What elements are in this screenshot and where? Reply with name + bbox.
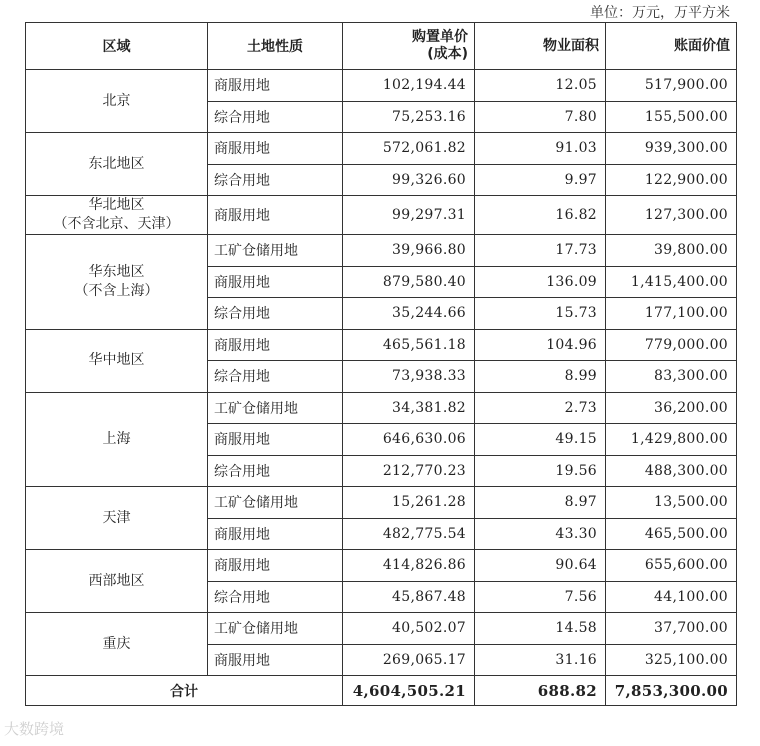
unit-price-cell: 482,775.54 xyxy=(343,518,475,550)
region-name-line: 重庆 xyxy=(102,635,131,652)
book-value-cell: 39,800.00 xyxy=(606,235,737,267)
land-type-cell: 综合用地 xyxy=(208,455,343,487)
land-type-cell: 商服用地 xyxy=(208,424,343,456)
area-cell: 19.56 xyxy=(475,455,606,487)
land-type-cell: 商服用地 xyxy=(208,196,343,235)
area-cell: 7.56 xyxy=(475,581,606,613)
unit-note: 单位：万元，万平方米 xyxy=(590,5,730,21)
land-type-cell: 综合用地 xyxy=(208,581,343,613)
region-name-line: 北京 xyxy=(102,92,131,109)
area-cell: 8.99 xyxy=(475,361,606,393)
unit-price-cell: 73,938.33 xyxy=(343,361,475,393)
header-book-value: 账面价值 xyxy=(606,23,737,70)
table-row xyxy=(26,235,737,267)
book-value-cell: 37,700.00 xyxy=(606,613,737,645)
book-value-cell: 325,100.00 xyxy=(606,644,737,676)
total-row xyxy=(26,676,737,706)
region-cell xyxy=(26,392,208,487)
region-name-line: 西部地区 xyxy=(88,572,145,589)
header-unit-price-line2: (成本) xyxy=(427,46,468,62)
area-cell: 16.82 xyxy=(475,196,606,235)
area-cell: 136.09 xyxy=(475,266,606,298)
land-type-cell: 商服用地 xyxy=(208,70,343,102)
table-row xyxy=(26,70,737,102)
region-name-line: （不含北京、天津） xyxy=(53,216,180,232)
header-unit-price xyxy=(343,23,475,70)
unit-price-cell: 34,381.82 xyxy=(343,392,475,424)
area-cell: 15.73 xyxy=(475,298,606,330)
region-cell xyxy=(26,196,208,235)
book-value-cell: 655,600.00 xyxy=(606,550,737,582)
table-header-row xyxy=(26,23,737,70)
region-name-line: 上海 xyxy=(102,430,131,447)
total-price: 4,604,505.21 xyxy=(343,676,475,706)
region-name-line: 天津 xyxy=(102,509,131,526)
land-type-cell: 综合用地 xyxy=(208,164,343,196)
book-value-cell: 13,500.00 xyxy=(606,487,737,519)
total-area: 688.82 xyxy=(475,676,606,706)
unit-price-cell: 39,966.80 xyxy=(343,235,475,267)
land-asset-table xyxy=(25,22,737,706)
region-cell xyxy=(26,550,208,613)
book-value-cell: 177,100.00 xyxy=(606,298,737,330)
book-value-cell: 122,900.00 xyxy=(606,164,737,196)
unit-price-cell: 879,580.40 xyxy=(343,266,475,298)
land-type-cell: 商服用地 xyxy=(208,644,343,676)
area-cell: 2.73 xyxy=(475,392,606,424)
book-value-cell: 488,300.00 xyxy=(606,455,737,487)
unit-price-cell: 646,630.06 xyxy=(343,424,475,456)
book-value-cell: 155,500.00 xyxy=(606,101,737,133)
table-row xyxy=(26,133,737,165)
region-cell xyxy=(26,329,208,392)
area-cell: 9.97 xyxy=(475,164,606,196)
book-value-cell: 517,900.00 xyxy=(606,70,737,102)
table-row xyxy=(26,196,737,235)
region-name-line: 华中地区 xyxy=(88,352,145,368)
book-value-cell: 83,300.00 xyxy=(606,361,737,393)
table-row xyxy=(26,329,737,361)
header-region: 区域 xyxy=(26,23,208,70)
area-cell: 17.73 xyxy=(475,235,606,267)
unit-price-cell: 102,194.44 xyxy=(343,70,475,102)
book-value-cell: 127,300.00 xyxy=(606,196,737,235)
region-cell xyxy=(26,613,208,676)
land-type-cell: 商服用地 xyxy=(208,550,343,582)
table-row xyxy=(26,613,737,645)
book-value-cell: 1,429,800.00 xyxy=(606,424,737,456)
land-type-cell: 工矿仓储用地 xyxy=(208,487,343,519)
region-name-line: 华北地区 xyxy=(88,197,145,213)
book-value-cell: 465,500.00 xyxy=(606,518,737,550)
header-unit-price-line1: 购置单价 xyxy=(412,29,468,45)
table-body xyxy=(26,70,737,676)
area-cell: 90.64 xyxy=(475,550,606,582)
unit-price-cell: 75,253.16 xyxy=(343,101,475,133)
book-value-cell: 36,200.00 xyxy=(606,392,737,424)
total-label: 合计 xyxy=(26,676,343,706)
area-cell: 91.03 xyxy=(475,133,606,165)
land-type-cell: 商服用地 xyxy=(208,133,343,165)
area-cell: 104.96 xyxy=(475,329,606,361)
unit-price-cell: 35,244.66 xyxy=(343,298,475,330)
land-type-cell: 综合用地 xyxy=(208,361,343,393)
land-type-cell: 综合用地 xyxy=(208,101,343,133)
area-cell: 43.30 xyxy=(475,518,606,550)
area-cell: 8.97 xyxy=(475,487,606,519)
book-value-cell: 44,100.00 xyxy=(606,581,737,613)
book-value-cell: 779,000.00 xyxy=(606,329,737,361)
unit-price-cell: 99,297.31 xyxy=(343,196,475,235)
land-type-cell: 商服用地 xyxy=(208,329,343,361)
land-type-cell: 商服用地 xyxy=(208,518,343,550)
book-value-cell: 939,300.00 xyxy=(606,133,737,165)
region-cell xyxy=(26,487,208,550)
region-cell xyxy=(26,133,208,196)
table-row xyxy=(26,550,737,582)
unit-price-cell: 99,326.60 xyxy=(343,164,475,196)
land-type-cell: 综合用地 xyxy=(208,298,343,330)
land-type-cell: 工矿仓储用地 xyxy=(208,392,343,424)
unit-price-cell: 572,061.82 xyxy=(343,133,475,165)
region-name-line: 东北地区 xyxy=(88,155,145,172)
area-cell: 12.05 xyxy=(475,70,606,102)
unit-price-cell: 15,261.28 xyxy=(343,487,475,519)
area-cell: 14.58 xyxy=(475,613,606,645)
book-value-cell: 1,415,400.00 xyxy=(606,266,737,298)
land-type-cell: 商服用地 xyxy=(208,266,343,298)
region-cell xyxy=(26,235,208,330)
land-type-cell: 工矿仓储用地 xyxy=(208,235,343,267)
watermark: 大数跨境 xyxy=(4,720,65,738)
unit-price-cell: 212,770.23 xyxy=(343,455,475,487)
area-cell: 7.80 xyxy=(475,101,606,133)
table-row xyxy=(26,487,737,519)
unit-price-cell: 45,867.48 xyxy=(343,581,475,613)
region-name-line: （不含上海） xyxy=(74,282,159,299)
area-cell: 31.16 xyxy=(475,644,606,676)
header-land-type: 土地性质 xyxy=(208,23,343,70)
table-row xyxy=(26,392,737,424)
region-name-line: 华东地区 xyxy=(88,263,145,280)
header-area: 物业面积 xyxy=(475,23,606,70)
total-value: 7,853,300.00 xyxy=(606,676,737,706)
region-cell xyxy=(26,70,208,133)
land-type-cell: 工矿仓储用地 xyxy=(208,613,343,645)
unit-price-cell: 40,502.07 xyxy=(343,613,475,645)
unit-price-cell: 414,826.86 xyxy=(343,550,475,582)
unit-price-cell: 465,561.18 xyxy=(343,329,475,361)
unit-price-cell: 269,065.17 xyxy=(343,644,475,676)
area-cell: 49.15 xyxy=(475,424,606,456)
